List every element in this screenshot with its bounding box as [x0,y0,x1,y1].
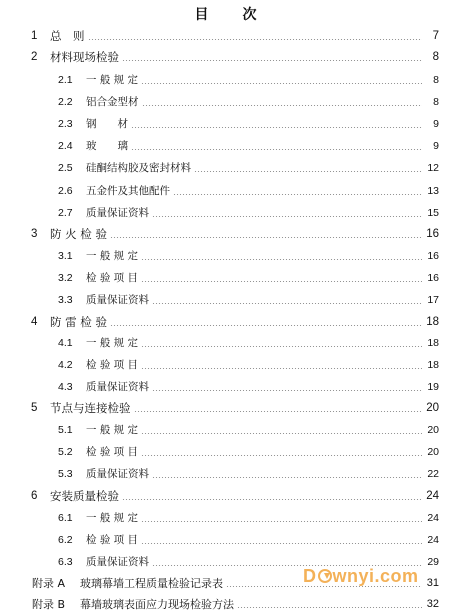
toc-entry-page: 24 [426,489,439,502]
toc-entry-number: 3 [31,227,38,240]
toc-section-entry[interactable] [58,354,439,375]
toc-leader-dots [141,455,422,456]
toc-section-entry[interactable] [58,245,439,266]
toc-entry-label: 安装质量检验 [50,488,119,503]
toc-entry-label: 质量保证资料 [86,294,149,306]
toc-entry-number: 4 [31,315,38,328]
toc-entry-number: 3.3 [58,293,73,306]
toc-entry-page: 16 [427,249,439,262]
toc-entry-number: 3.2 [58,271,73,284]
toc-section-entry[interactable] [58,507,439,528]
toc-appendix-entry[interactable] [32,593,439,614]
toc-entry-number: 3.1 [58,249,73,262]
toc-leader-dots [110,237,422,238]
toc-leader-dots [134,411,423,412]
toc-entry-label: 一 般 规 定 [86,250,139,262]
toc-section-entry[interactable] [58,267,439,288]
toc-leader-dots [141,83,422,84]
toc-section-entry[interactable] [58,529,439,550]
toc-entry-page: 13 [427,184,439,197]
toc-entry-page: 9 [433,139,439,152]
toc-entry-page: 20 [426,401,439,414]
toc-leader-dots [141,543,422,544]
toc-entry-page: 12 [427,161,439,174]
toc-leader-dots [122,499,422,500]
toc-chapter-entry[interactable] [31,485,439,506]
toc-leader-dots [141,259,422,260]
toc-leader-dots [141,281,422,282]
toc-leader-dots [110,325,422,326]
toc-section-entry[interactable] [58,332,439,353]
toc-entry-label: 质量保证资料 [86,207,149,219]
toc-leader-dots [142,105,423,106]
toc-leader-dots [122,60,422,61]
toc-entry-label: 硅酮结构胶及密封材料 [86,162,191,174]
toc-section-entry[interactable] [58,202,439,223]
toc-section-entry[interactable] [58,376,439,397]
toc-entry-page: 8 [433,73,439,86]
toc-entry-label: 铝合金型材 [86,96,139,108]
toc-entry-page: 18 [426,315,439,328]
toc-section-entry[interactable] [58,91,439,112]
toc-entry-number: 2.2 [58,95,73,108]
toc-entry-label: 材料现场检验 [50,49,119,64]
toc-entry-number: 2 [31,50,38,63]
toc-entry-page: 20 [427,423,439,436]
toc-entry-number: 5.1 [58,423,73,436]
toc-entry-page: 31 [426,576,439,589]
toc-chapter-entry[interactable] [31,311,439,332]
toc-entry-label: 检 验 项 目 [86,272,139,284]
toc-entry-number: 4.1 [58,336,73,349]
toc-entry-number: 附录 B [32,597,66,611]
toc-entry-label: 钢 材 [86,118,128,130]
toc-entry-label: 检 验 项 目 [86,359,139,371]
toc-entry-page: 24 [427,511,439,524]
toc-entry-number: 5.3 [58,467,73,480]
toc-leader-dots [131,149,422,150]
toc-entry-label: 一 般 规 定 [86,337,139,349]
toc-entry-label: 五金件及其他配件 [86,185,170,197]
toc-leader-dots [141,433,422,434]
toc-section-entry[interactable] [58,157,439,178]
toc-entry-number: 6 [31,489,38,502]
toc-entry-number: 2.1 [58,73,73,86]
toc-leader-dots [152,216,422,217]
toc-entry-page: 16 [427,271,439,284]
toc-entry-page: 24 [427,533,439,546]
toc-entry-number: 4.3 [58,380,73,393]
page-title: 目 次 [194,7,259,23]
toc-entry-label: 质量保证资料 [86,556,149,568]
toc-section-entry[interactable] [58,135,439,156]
toc-entry-page: 9 [433,117,439,130]
toc-entry-number: 6.1 [58,511,73,524]
toc-entry-page: 8 [433,95,439,108]
toc-leader-dots [194,171,422,172]
toc-entry-page: 32 [426,597,439,610]
toc-entry-number: 5.2 [58,445,73,458]
toc-entry-label: 一 般 规 定 [86,424,139,436]
toc-leader-dots [141,521,422,522]
toc-entry-number: 5 [31,401,38,414]
toc-entry-page: 16 [426,227,439,240]
watermark-text-right: wnyi.com [332,566,419,586]
toc-entry-page: 20 [427,445,439,458]
toc-leader-dots [88,39,423,40]
toc-entry-number: 2.3 [58,117,73,130]
toc-entry-label: 玻 璃 [86,140,128,152]
toc-entry-label: 质量保证资料 [86,381,149,393]
toc-section-entry[interactable] [58,180,439,201]
toc-entry-page: 18 [427,336,439,349]
toc-leader-dots [131,127,422,128]
toc-entry-number: 2.4 [58,139,73,152]
toc-entry-label: 一 般 规 定 [86,512,139,524]
toc-entry-label: 玻璃幕墙工程质量检验记录表 [80,576,223,590]
watermark-text-left: D [303,566,317,586]
toc-chapter-entry[interactable] [31,397,439,418]
toc-entry-label: 节点与连接检验 [50,400,131,415]
toc-section-entry[interactable] [58,463,439,484]
toc-entry-label: 防 火 检 验 [50,226,107,241]
download-icon [318,569,332,583]
toc-entry-label: 检 验 项 目 [86,446,139,458]
toc-entry-number: 2.7 [58,206,73,219]
toc-section-entry[interactable] [58,289,439,310]
toc-entry-label: 一 般 规 定 [86,74,139,86]
toc-leader-dots [141,346,422,347]
toc-entry-label: 总 则 [50,28,85,43]
toc-leader-dots [152,390,422,391]
toc-entry-number: 附录 A [32,576,66,590]
toc-section-entry[interactable] [58,419,439,440]
toc-entry-number: 6.3 [58,555,73,568]
toc-entry-label: 幕墙玻璃表面应力现场检验方法 [80,597,234,611]
toc-entry-page: 15 [427,206,439,219]
toc-chapter-entry[interactable] [31,223,439,244]
toc-entry-page: 7 [432,29,439,42]
toc-entry-number: 1 [31,29,38,42]
toc-leader-dots [152,303,422,304]
toc-entry-number: 2.6 [58,184,73,197]
toc-chapter-entry[interactable] [31,46,439,67]
toc-entry-page: 19 [427,380,439,393]
toc-entry-page: 17 [427,293,439,306]
toc-entry-label: 防 雷 检 验 [50,314,107,329]
toc-entry-number: 2.5 [58,161,73,174]
toc-leader-dots [152,477,422,478]
toc-section-entry[interactable] [58,69,439,90]
toc-leader-dots [141,368,422,369]
toc-entry-page: 22 [427,467,439,480]
toc-entry-page: 8 [432,50,439,63]
toc-entry-label: 检 验 项 目 [86,534,139,546]
toc-entry-page: 29 [427,555,439,568]
toc-entry-page: 18 [427,358,439,371]
toc-leader-dots [173,194,422,195]
toc-section-entry[interactable] [58,441,439,462]
toc-entry-number: 6.2 [58,533,73,546]
toc-chapter-entry[interactable] [31,25,439,46]
toc-leader-dots [237,607,422,608]
toc-section-entry[interactable] [58,113,439,134]
toc-entry-label: 质量保证资料 [86,468,149,480]
watermark-logo [303,566,419,587]
toc-entry-number: 4.2 [58,358,73,371]
